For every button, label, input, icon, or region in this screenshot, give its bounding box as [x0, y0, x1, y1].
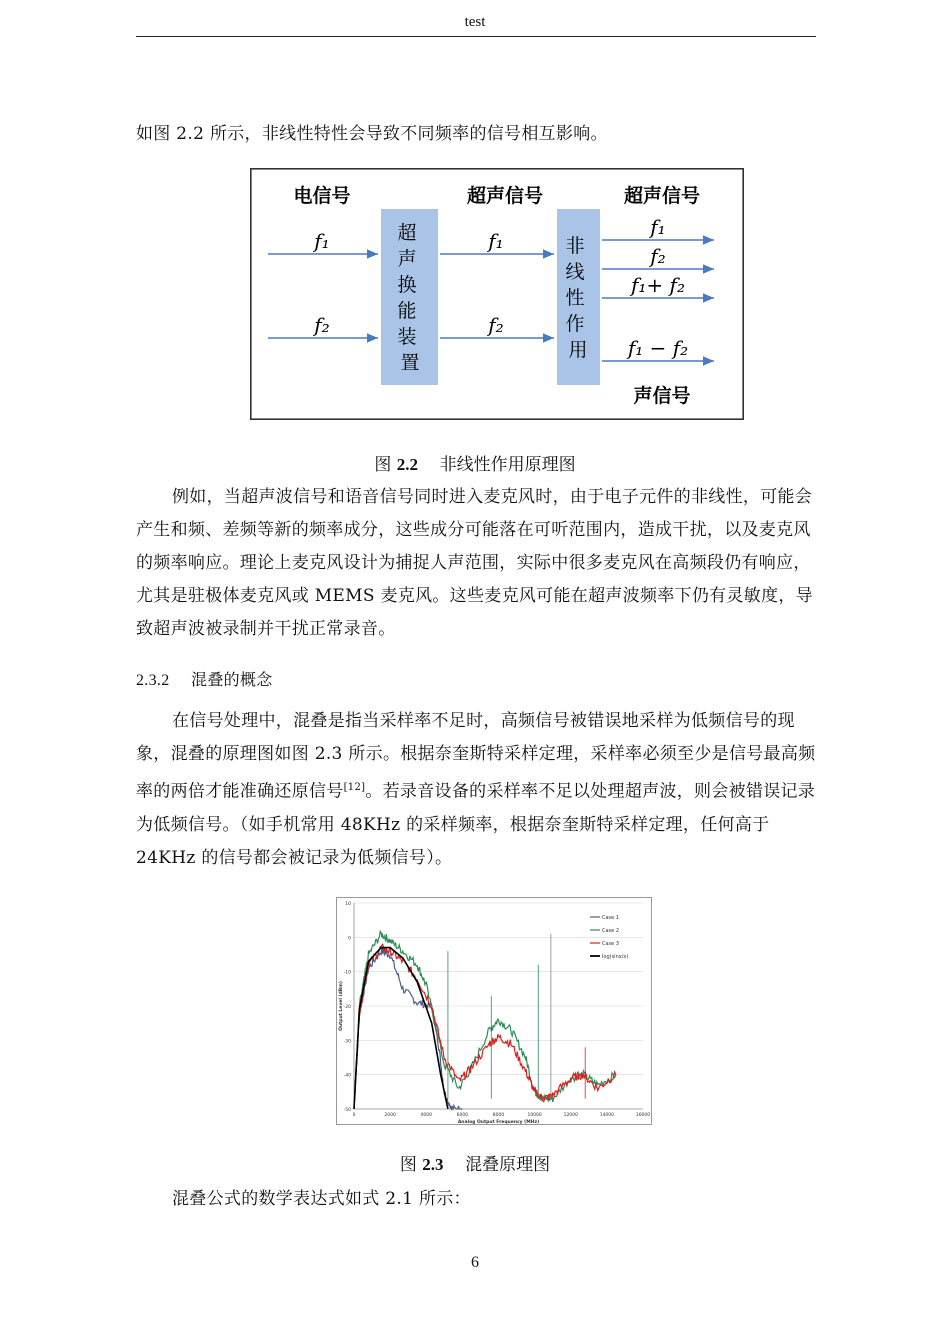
caption-text: 混叠原理图	[465, 1155, 551, 1175]
y-tick-label: 10	[345, 902, 351, 907]
paragraph-aliasing-part1: 在信号处理中，混叠是指当采样率不足时，高频信号被错误地采样为低频信号的现象，混叠的原理图如图 2.3 所示。根据奈奎斯特采样定理，采样率必须至少是信号最高频率的两倍才能准确还原信号	[136, 711, 816, 802]
mid-label-f2: f₂	[488, 313, 504, 337]
y-tick-label: -50	[343, 1108, 351, 1113]
input-label-f2: f₂	[314, 313, 330, 337]
legend-label: Case 2	[602, 928, 620, 934]
running-header: test	[464, 14, 486, 30]
x-tick-label: 6000	[456, 1113, 469, 1118]
x-tick-label: 4000	[420, 1113, 432, 1118]
x-tick-label: 2000	[384, 1113, 396, 1118]
col2-title: 超声信号	[466, 185, 544, 207]
citation-ref[interactable]: [12]	[343, 782, 366, 793]
output-label-f2: f₂	[650, 244, 666, 268]
caption-number: 2.2	[396, 455, 419, 474]
section-heading	[136, 663, 820, 697]
legend-label: Case 1	[602, 915, 620, 921]
section-title: 混叠的概念	[191, 670, 273, 689]
acoustic-signal-label: 声信号	[633, 385, 691, 407]
page-number: 6	[471, 1254, 479, 1271]
figure-2-2-diagram	[250, 168, 744, 420]
col1-title: 电信号	[293, 185, 351, 207]
figure-2-3-chart	[336, 897, 652, 1125]
y-tick-label: -20	[343, 1005, 351, 1010]
x-tick-label: 0	[352, 1113, 356, 1118]
x-tick-label: 10000	[527, 1113, 542, 1118]
paragraph-formula-intro: 混叠公式的数学表达式如式 2.1 所示：	[172, 1189, 471, 1209]
header-rule	[136, 36, 816, 37]
x-tick-label: 16000	[635, 1113, 651, 1118]
paragraph-aliasing	[136, 705, 820, 875]
figure-2-2-caption	[0, 450, 950, 475]
intro-paragraph: 如图 2.2 所示，非线性特性会导致不同频率的信号相互影响。	[136, 124, 608, 144]
figure-2-3-caption	[0, 1150, 950, 1175]
x-tick-label: 12000	[563, 1113, 578, 1118]
output-label-diff: f₁ − f₂	[627, 336, 689, 360]
y-tick-label: 0	[348, 936, 351, 942]
legend-label: Case 3	[602, 941, 620, 947]
x-axis-label: Analog Output Frequency (MHz)	[457, 1120, 540, 1125]
caption-text: 非线性作用原理图	[439, 455, 576, 475]
y-tick-label: -10	[343, 970, 351, 976]
y-tick-label: -40	[343, 1073, 351, 1079]
output-label-f1: f₁	[650, 215, 666, 239]
mid-label-f1: f₁	[488, 229, 504, 253]
section-number: 2.3.2	[136, 672, 170, 689]
caption-prefix: 图	[399, 1155, 417, 1175]
caption-prefix: 图	[374, 455, 392, 475]
y-tick-label: -30	[343, 1039, 351, 1045]
input-label-f1: f₁	[314, 229, 330, 253]
paragraph-aliasing-part2: 。若录音设备的采样率不足以处理超声波，则会被错误记录为低频信号。（如手机常用 48KHz 的采样频率，根据奈奎斯特采样定理，任何高于 24KHz 的信号都会被记录为低频信号）。	[136, 781, 816, 868]
x-tick-label: 14000	[599, 1113, 615, 1118]
caption-number: 2.3	[422, 1155, 444, 1174]
col3-title: 超声信号	[623, 185, 701, 207]
paragraph-nonlinearity: 例如，当超声波信号和语音信号同时进入麦克风时，由于电子元件的非线性，可能会产生和频、差频等新的频率成分，这些成分可能落在可听范围内，造成干扰，以及麦克风的频率响应。理论上麦克风设计为捕捉人声范围，实际中很多麦克风在高频段仍有响应，尤其是驻极体麦克风或 MEMS 麦克风。这些麦克风可能在超声波频率下仍有灵敏度，导致超声波被录制并干扰正常录音。	[136, 487, 813, 639]
x-tick-label: 8000	[492, 1113, 505, 1118]
y-axis-label: Output Level (dBm)	[339, 981, 344, 1031]
nonlinear-box-label: 非 线 性 作 用	[565, 235, 588, 361]
transducer-box-label: 超 声 换 能 装 置	[397, 222, 420, 374]
legend-label: log(sinx/x)	[602, 954, 629, 960]
output-label-sum: f₁+ f₂	[631, 273, 685, 297]
